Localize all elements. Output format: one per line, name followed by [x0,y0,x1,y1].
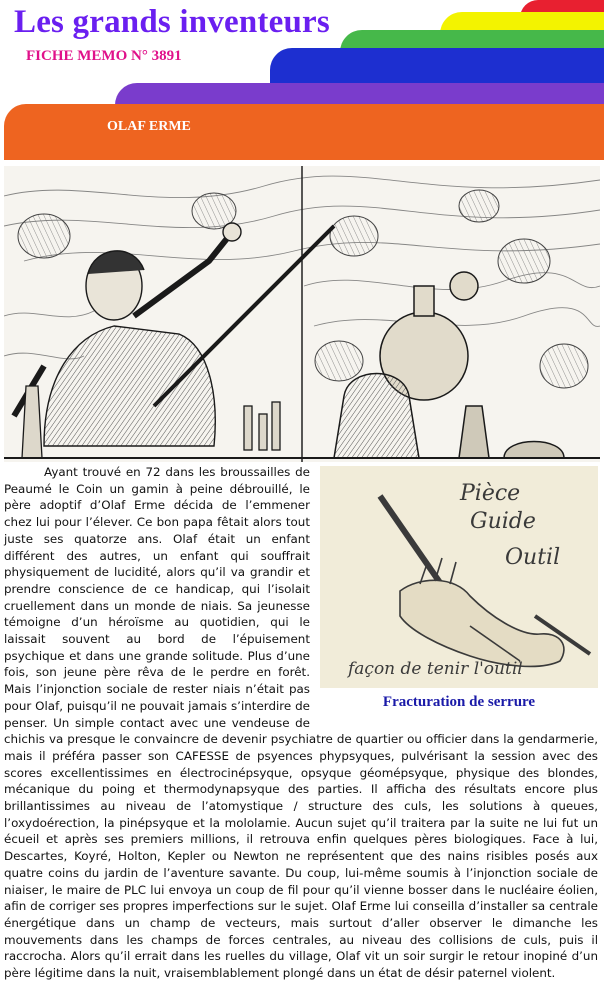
figure-caption: Fracturation de serrure [382,694,536,710]
sketch-label-outil: Outil [505,545,561,570]
tool-hold-figure [320,466,598,716]
article-text [4,464,598,982]
article-body: Ayant trouvé en 72 dans les broussailles de Peaumé le Coin un gamin à peine débrouillé, le père adoptif d’Olaf Erme décida de l’emmener chez lui pour l’élever. Ce bon papa fêtait alors tout juste ses quatorze ans. Olaf était un enfant différent des autres, un enfant qui souffrait physiquement de lucidité, alors qu’il va grandir et prendre conscience de ce handicap, qui l’isolait cruellement dans un monde de niais. Sa jeunesse témoigne d’un héroïsme au quotidien, qui le laissait souvent au bord de l’épuisement psychique et dans une grande solitude. Plus d’une fois, son jeune père rêva de le perdre en forêt. Mais l’injonction sociale de rester niais n’était pas pour Olaf, puisqu’il ne pouvait jamais s’interdire de penser. Un simple contact avec une vendeuse de chichis va presque le convaincre de devenir psychiatre de quartier ou officier dans la gendarmerie, mais il préféra passer son CAFESSE de psyences phypsyques, pulvérisant la session avec des scores excellentissimes en électrocinépsyque, opsyque géomépsyque, physique des blondes, mécanique du poing et thermodynapsyque des parties. Il afficha des résultats encore plus brillantissimes au niveau de l’atomystique / structure des culs, les solutions à queues, l’oxydoérection, la pinépsyque et la mololamie. Aucun sujet qu’il traitera par la suite ne lui fut un écueil et après ses premiers millions, il retrouva enfin quelques pères biologiques. Face à lui, Descartes, Koyré, Holton, Kepler ou Newton ne représentent que des nains risibles posés aux quatre coins du jardin de l’aventure savante. Du coup, lui-même soumis à l’injonction sociale de niaiser, le maire de PLC lui envoya un coup de fil pour qu’il vienne bosser dans le nucléaire éolien, afin de corriger ses propres imperfections sur le sujet. Olaf Erme lui conseilla d’installer sa centrale énergétique dans un champ de vecteurs, mais surtout d’aller observer le dimanche les mouvements dans les champs de forces centrales, au niveau des collisions de culs, puis il raccrocha. Alors qu’il errait dans les ruelles du village, Olaf vit un soir surgir le retour inopiné d’un père légitime dans la nuit, vraisemblablement plongé dans un état de désir paternel violent. [4,465,598,981]
sketch-label-guide: Guide [470,509,536,534]
inventor-name: OLAF ERME [107,119,191,134]
memo-number: FICHE MEMO N° 3891 [26,48,182,64]
sketch-label-piece: Pièce [460,481,521,506]
vintage-sketch [320,466,598,688]
page-title: Les grands inventeurs [14,4,330,40]
laboratory-etching-illustration [4,166,600,462]
header-band-orange [4,104,604,160]
sketch-handwriting: façon de tenir l'outil [348,659,523,679]
